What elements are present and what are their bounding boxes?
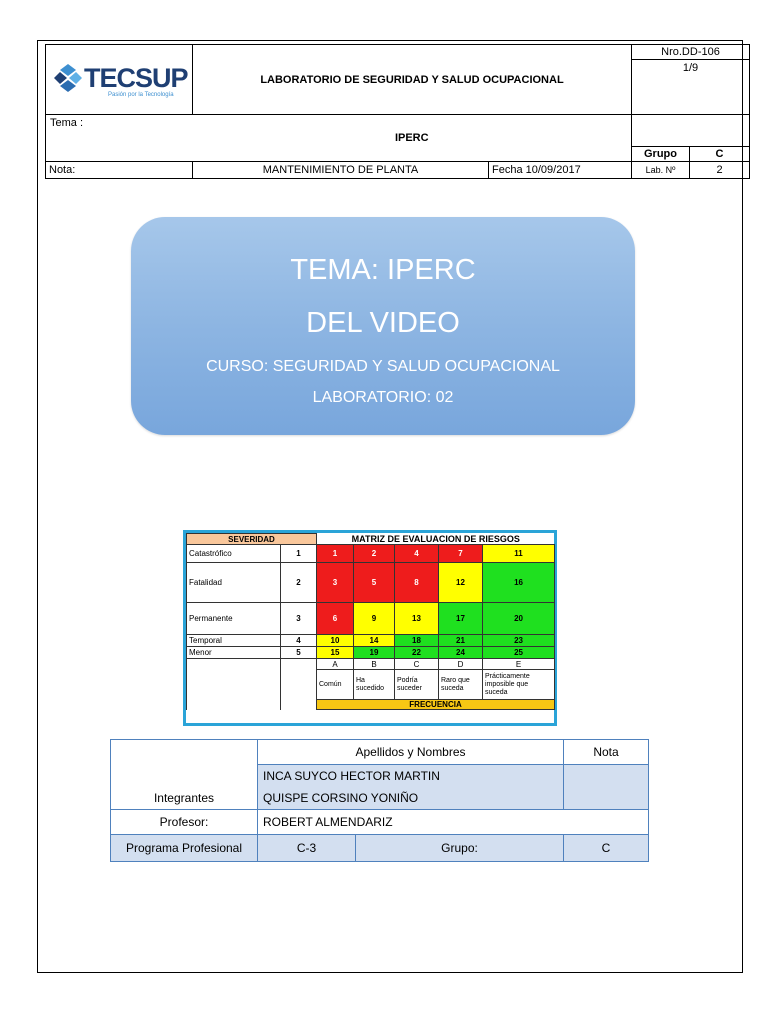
severity-number: 2 [281, 563, 317, 603]
fecha: Fecha 10/09/2017 [489, 162, 632, 179]
document-number: Nro.DD-106 [632, 45, 750, 60]
risk-cell: 9 [354, 603, 395, 635]
subject: MANTENIMIENTO DE PLANTA [193, 162, 489, 179]
integrantes-label: Integrantes [111, 740, 258, 810]
risk-cell: 17 [439, 603, 483, 635]
severity-label: Catastrófico [187, 545, 281, 563]
frequency-description: Prácticamente imposible que suceda [483, 670, 555, 700]
member-name: INCA SUYCO HECTOR MARTIN [258, 765, 564, 788]
severity-label: Fatalidad [187, 563, 281, 603]
risk-matrix [183, 530, 557, 726]
risk-matrix-table [186, 533, 555, 710]
lab-title: LABORATORIO DE SEGURIDAD Y SALUD OCUPACIONAL [193, 45, 632, 115]
tecsup-logo [46, 62, 192, 94]
grupo-value: C [690, 147, 750, 162]
team-info-table [110, 739, 649, 862]
blank-cell [187, 659, 281, 710]
risk-cell: 13 [395, 603, 439, 635]
frequency-letter: E [483, 659, 555, 670]
profesor-label: Profesor: [111, 810, 258, 835]
banner-subtitle: DEL VIDEO [306, 307, 460, 339]
risk-cell: 16 [483, 563, 555, 603]
lab-label: Lab. Nº [632, 162, 690, 179]
risk-cell: 6 [317, 603, 354, 635]
nota-column-header: Nota [564, 740, 649, 765]
logo-text: TECSUP [84, 62, 188, 93]
risk-cell: 24 [439, 647, 483, 659]
logo-slogan: Pasión por la Tecnología [108, 91, 174, 98]
frequency-label: FRECUENCIA [317, 700, 555, 710]
grupo-label: Grupo: [356, 835, 564, 862]
severity-number: 1 [281, 545, 317, 563]
nota-cell [564, 765, 649, 810]
frequency-description: Podría suceder [395, 670, 439, 700]
names-column-header: Apellidos y Nombres [258, 740, 564, 765]
risk-cell: 19 [354, 647, 395, 659]
matrix-title: MATRIZ DE EVALUACION DE RIESGOS [317, 534, 555, 545]
programa-label: Programa Profesional [111, 835, 258, 862]
risk-cell: 25 [483, 647, 555, 659]
banner-course: CURSO: SEGURIDAD Y SALUD OCUPACIONAL [206, 358, 560, 375]
page-number: 1/9 [632, 60, 750, 115]
frequency-description: Común [317, 670, 354, 700]
grupo-label: Grupo [632, 147, 690, 162]
severity-label: Menor [187, 647, 281, 659]
frequency-description: Raro que suceda [439, 670, 483, 700]
severity-number: 4 [281, 635, 317, 647]
nota-label: Nota: [46, 162, 193, 179]
risk-cell: 4 [395, 545, 439, 563]
frequency-letter: D [439, 659, 483, 670]
programa-value: C-3 [258, 835, 356, 862]
frequency-letter: B [354, 659, 395, 670]
grupo-value: C [564, 835, 649, 862]
risk-cell: 7 [439, 545, 483, 563]
risk-cell: 15 [317, 647, 354, 659]
tema-label: Tema : [46, 115, 193, 162]
blank-cell [281, 659, 317, 710]
frequency-description: Ha sucedido [354, 670, 395, 700]
frequency-letter: A [317, 659, 354, 670]
frequency-letter: C [395, 659, 439, 670]
risk-cell: 10 [317, 635, 354, 647]
severity-label: Permanente [187, 603, 281, 635]
risk-cell: 22 [395, 647, 439, 659]
risk-cell: 21 [439, 635, 483, 647]
title-banner [131, 217, 635, 435]
severity-label: Temporal [187, 635, 281, 647]
severity-header: SEVERIDAD [187, 534, 317, 545]
document-title: IPERC [193, 115, 632, 162]
risk-cell: 1 [317, 545, 354, 563]
severity-number: 3 [281, 603, 317, 635]
risk-cell: 18 [395, 635, 439, 647]
risk-cell: 8 [395, 563, 439, 603]
banner-lab: LABORATORIO: 02 [312, 389, 454, 406]
lab-value: 2 [690, 162, 750, 179]
blank-cell [632, 115, 750, 147]
document-header [45, 44, 750, 179]
banner-topic: TEMA: IPERC [290, 254, 476, 286]
risk-cell: 11 [483, 545, 555, 563]
tecsup-logo-icon [52, 62, 84, 94]
member-name: QUISPE CORSINO YONIÑO [258, 787, 564, 810]
risk-cell: 20 [483, 603, 555, 635]
severity-number: 5 [281, 647, 317, 659]
logo-cell [46, 45, 193, 115]
profesor-name: ROBERT ALMENDARIZ [258, 810, 649, 835]
risk-cell: 2 [354, 545, 395, 563]
risk-cell: 12 [439, 563, 483, 603]
risk-cell: 5 [354, 563, 395, 603]
risk-cell: 3 [317, 563, 354, 603]
risk-cell: 23 [483, 635, 555, 647]
risk-cell: 14 [354, 635, 395, 647]
